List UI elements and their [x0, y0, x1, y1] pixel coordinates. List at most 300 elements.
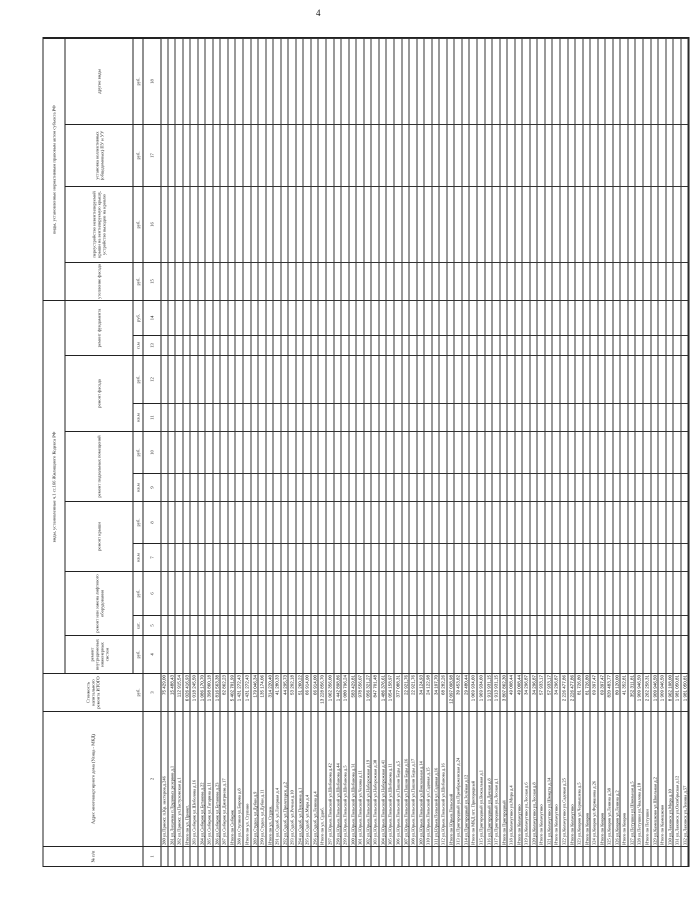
row-cell [266, 262, 273, 300]
row-number [440, 846, 447, 866]
row-cost: 1 062 356,00 [327, 673, 334, 711]
row-cell [636, 262, 643, 300]
table-row [568, 38, 576, 866]
table-row [523, 38, 531, 866]
row-cell [425, 501, 432, 543]
row-cell [462, 186, 469, 262]
row-cell [470, 300, 477, 335]
row-cell [334, 403, 341, 431]
row-cell [191, 300, 198, 335]
row-cell [523, 635, 530, 673]
row-cell [583, 186, 590, 262]
row-cell [651, 124, 658, 186]
row-cell [364, 38, 371, 124]
row-cell [674, 262, 681, 300]
row-cell [319, 124, 326, 186]
row-address: 294 ул.Судоб. ул.Пушкина д.1 [296, 711, 303, 846]
row-cell [161, 38, 168, 124]
row-cell [515, 431, 522, 473]
row-cell [259, 615, 266, 635]
row-cell [251, 615, 258, 635]
row-cell [493, 38, 500, 124]
column-number-cell: 2 [144, 711, 162, 846]
row-cell [538, 186, 545, 262]
row-cell [432, 300, 439, 335]
row-cell [470, 501, 477, 543]
row-cell [176, 300, 183, 335]
unit-cell: руб. [134, 501, 144, 543]
row-address: 302 ул.Юрьев.Польский ул.Набережная д.19 [364, 711, 371, 846]
row-cost: 1 913 931,15 [485, 673, 492, 711]
table-row [394, 38, 402, 866]
row-cell [289, 335, 296, 355]
table-body [161, 37, 690, 867]
row-cell [440, 355, 447, 403]
row-cell [198, 431, 205, 473]
row-cell [576, 431, 583, 473]
row-cell [681, 403, 688, 431]
row-cell [274, 473, 281, 501]
row-cell [447, 300, 454, 335]
row-cell [485, 635, 492, 673]
row-address: Итого по Юрьев.Польский [447, 711, 454, 846]
row-cell [244, 38, 251, 124]
row-cell [447, 431, 454, 473]
group1-header: виды, установленные ч.1 ст.166 Жилищного Кодекса РФ [44, 300, 66, 673]
row-cell [274, 615, 281, 635]
row-cell [289, 473, 296, 501]
row-cell [455, 335, 462, 355]
row-cell [372, 403, 379, 431]
row-cell [183, 543, 190, 571]
table-row [560, 38, 568, 866]
row-cell [598, 300, 605, 335]
row-cell [651, 335, 658, 355]
row-cell [176, 431, 183, 473]
row-cell [402, 501, 409, 543]
row-cell [659, 473, 666, 501]
row-cell [545, 38, 552, 124]
table-row [274, 38, 282, 866]
row-cell [304, 355, 311, 403]
row-number [432, 846, 439, 866]
row-number [191, 846, 198, 866]
row-cell [296, 38, 303, 124]
row-cell [364, 615, 371, 635]
row-cell [349, 403, 356, 431]
row-cell [560, 501, 567, 543]
row-cell [319, 262, 326, 300]
row-cell [342, 38, 349, 124]
row-cell [259, 403, 266, 431]
row-cost: 1 486 376,61 [379, 673, 386, 711]
row-number [606, 846, 613, 866]
table-row [681, 38, 689, 866]
row-cell [651, 571, 658, 615]
table-row [281, 38, 289, 866]
row-cell [560, 262, 567, 300]
row-cell [379, 635, 386, 673]
page-number: 4 [316, 8, 321, 18]
row-cell [319, 543, 326, 571]
row-cell [244, 501, 251, 543]
row-cost: 81 726,80 [576, 673, 583, 711]
row-cell [470, 431, 477, 473]
row-cost: 49 008,44 [508, 673, 515, 711]
row-cell [304, 300, 311, 335]
row-cell [274, 431, 281, 473]
row-cell [183, 335, 190, 355]
row-cell [244, 262, 251, 300]
row-cell [538, 501, 545, 543]
row-cell [636, 335, 643, 355]
row-cell [289, 186, 296, 262]
row-cell [485, 355, 492, 403]
row-cell [357, 571, 364, 615]
column-number-cell: 13 [144, 335, 162, 355]
row-cell [296, 615, 303, 635]
row-cell [432, 262, 439, 300]
row-address: Итого по МКД пгт. Пригородный [470, 711, 477, 846]
row-cell [674, 473, 681, 501]
row-address: 327 ул.Петушки ул.Школьная д.5 [628, 711, 635, 846]
row-cell [470, 571, 477, 615]
row-cell [311, 501, 318, 543]
row-cell [357, 615, 364, 635]
row-cell [251, 571, 258, 615]
row-cell [553, 501, 560, 543]
row-cell [538, 635, 545, 673]
row-cell [477, 431, 484, 473]
row-cell [236, 501, 243, 543]
row-cell [183, 571, 190, 615]
row-number [493, 846, 500, 866]
table-row [372, 38, 380, 866]
row-cell [470, 335, 477, 355]
row-cell [681, 355, 688, 403]
row-cell [221, 186, 228, 262]
row-cell [508, 403, 515, 431]
row-cell [251, 431, 258, 473]
row-cell [274, 38, 281, 124]
row-cell [591, 473, 598, 501]
row-address: Итого по Сибиряк [228, 711, 235, 846]
row-cell [560, 186, 567, 262]
row-cell [493, 615, 500, 635]
table-row [591, 38, 599, 866]
row-cell [168, 571, 175, 615]
row-cell [455, 262, 462, 300]
row-cell [530, 38, 537, 124]
row-cell [553, 355, 560, 403]
row-number [319, 846, 326, 866]
row-cell [191, 635, 198, 673]
row-cell [168, 501, 175, 543]
row-cost: 75 429,00 [161, 673, 168, 711]
row-cell [485, 262, 492, 300]
row-cell [334, 124, 341, 186]
row-cell [394, 335, 401, 355]
row-address: 330 ул.Лакинск ул.Мира д.10 [666, 711, 673, 846]
row-cell [349, 300, 356, 335]
unit-cell: руб. [134, 673, 144, 711]
row-cell [364, 355, 371, 403]
row-cost: 314 220,40 [266, 673, 273, 711]
row-number [410, 846, 417, 866]
row-number [613, 846, 620, 866]
row-cell [674, 38, 681, 124]
unit-cell: кв.м [134, 543, 144, 571]
row-cost: 6 026 416,93 [183, 673, 190, 711]
row-address: Итого по ул. Ступино [244, 711, 251, 846]
row-cell [198, 38, 205, 124]
row-cell [659, 262, 666, 300]
row-cell [281, 300, 288, 335]
row-cell [651, 355, 658, 403]
row-cell [674, 186, 681, 262]
row-cell [349, 335, 356, 355]
row-cell [379, 335, 386, 355]
row-cell [379, 615, 386, 635]
row-cell [213, 335, 220, 355]
row-cell [591, 38, 598, 124]
row-cell [636, 431, 643, 473]
row-cell [213, 355, 220, 403]
row-number [289, 846, 296, 866]
row-cell [455, 635, 462, 673]
row-cell [659, 543, 666, 571]
row-cell [342, 186, 349, 262]
row-cell [432, 543, 439, 571]
row-cell [213, 501, 220, 543]
row-cell [636, 543, 643, 571]
row-cell [628, 431, 635, 473]
row-cell [606, 38, 613, 124]
row-cell [666, 615, 673, 635]
row-cell [613, 431, 620, 473]
row-cost: 2 262 258,31 [644, 673, 651, 711]
row-cell [515, 262, 522, 300]
row-cell [387, 473, 394, 501]
row-cell [598, 262, 605, 300]
col-ins-header: ремонт внутридомовых инженерных систем [66, 635, 134, 673]
row-cost: 53 202,18 [289, 673, 296, 711]
row-cell [191, 38, 198, 124]
row-cell [553, 543, 560, 571]
row-cell [281, 473, 288, 501]
row-cell [304, 501, 311, 543]
row-cell [244, 473, 251, 501]
table-row [500, 38, 508, 866]
row-cell [515, 473, 522, 501]
row-cell [387, 403, 394, 431]
row-cell [545, 186, 552, 262]
row-cell [296, 571, 303, 615]
row-number [462, 846, 469, 866]
row-cell [538, 300, 545, 335]
row-cell [523, 431, 530, 473]
row-cell [349, 473, 356, 501]
row-cell [545, 635, 552, 673]
row-cell [176, 543, 183, 571]
row-cell [168, 355, 175, 403]
row-cell [228, 403, 235, 431]
column-number-cell: 15 [144, 262, 162, 300]
row-cell [296, 335, 303, 355]
row-cell [244, 300, 251, 335]
row-number [636, 846, 643, 866]
row-cell [198, 635, 205, 673]
row-cell [394, 615, 401, 635]
row-address: Итого по Петушки [644, 711, 651, 846]
row-cell [259, 635, 266, 673]
row-cell [681, 262, 688, 300]
row-cell [621, 262, 628, 300]
row-cell [387, 501, 394, 543]
row-cell [304, 615, 311, 635]
row-cell [372, 186, 379, 262]
row-address: 326 ул.Ковров ул.Ленина д.2 [613, 711, 620, 846]
row-cell [425, 262, 432, 300]
table-row [387, 38, 395, 866]
row-cell [651, 501, 658, 543]
row-cell [281, 431, 288, 473]
row-cell [236, 300, 243, 335]
row-cell [477, 262, 484, 300]
row-address: Итого по ул. Судоб. [319, 711, 326, 846]
row-cell [606, 262, 613, 300]
table-row [342, 38, 350, 866]
row-cell [598, 38, 605, 124]
row-cell [379, 262, 386, 300]
table-row [576, 38, 584, 866]
row-cell [485, 403, 492, 431]
row-cell [621, 615, 628, 635]
row-address: 307 ул.Юрьев.Польский ул.Пашни Беды д.16 [402, 711, 409, 846]
row-cell [485, 543, 492, 571]
row-cell [387, 262, 394, 300]
row-cell [628, 571, 635, 615]
row-number [266, 846, 273, 866]
row-cell [568, 501, 575, 543]
row-cell [591, 186, 598, 262]
row-cell [530, 262, 537, 300]
row-number [213, 846, 220, 866]
row-cell [583, 635, 590, 673]
row-cell [244, 403, 251, 431]
row-cell [576, 403, 583, 431]
row-cell [432, 431, 439, 473]
row-cell [674, 615, 681, 635]
row-cell [644, 355, 651, 403]
row-cell [228, 186, 235, 262]
row-number [334, 846, 341, 866]
row-number [553, 846, 560, 866]
row-cell [508, 615, 515, 635]
row-cell [545, 355, 552, 403]
row-cell [281, 615, 288, 635]
row-cell [659, 403, 666, 431]
row-cell [628, 186, 635, 262]
row-cell [440, 473, 447, 501]
row-cell [372, 300, 379, 335]
row-cell [425, 635, 432, 673]
row-cell [576, 186, 583, 262]
row-cell [402, 355, 409, 403]
row-address: Итого по ул. Приокт. [183, 711, 190, 846]
row-cell [281, 355, 288, 403]
row-cell [681, 124, 688, 186]
row-cell [281, 403, 288, 431]
row-number [477, 846, 484, 866]
row-cell [334, 615, 341, 635]
row-cost: 820 483,77 [606, 673, 613, 711]
row-cost: 41 352,81 [621, 673, 628, 711]
column-number-cell: 16 [144, 186, 162, 262]
row-cell [644, 124, 651, 186]
table-row [545, 38, 553, 866]
row-cell [425, 186, 432, 262]
row-cell [342, 615, 349, 635]
row-cell [259, 431, 266, 473]
row-cell [530, 335, 537, 355]
row-cell [349, 571, 356, 615]
row-cell [636, 571, 643, 615]
row-cell [553, 635, 560, 673]
row-cell [470, 543, 477, 571]
row-cell [447, 262, 454, 300]
row-cell [644, 571, 651, 615]
row-cost: 1 909 946,50 [659, 673, 666, 711]
col-roof-vent-header: переустройство невентилируемой крыши на вентилируемую крышу, устройство выходов на кровлю [66, 186, 134, 262]
row-cell [485, 473, 492, 501]
row-cell [455, 38, 462, 124]
row-cost: 5 402 701,99 [228, 673, 235, 711]
row-cell [266, 571, 273, 615]
row-cell [523, 403, 530, 431]
table-row [455, 38, 463, 866]
row-cell [281, 543, 288, 571]
row-cost: 1 431 272,43 [236, 673, 243, 711]
row-cell [636, 186, 643, 262]
row-cell [462, 262, 469, 300]
row-address: 318 ул.Кольчугино ул.Мира д.4 [508, 711, 515, 846]
row-cell [372, 615, 379, 635]
row-cell [364, 335, 371, 355]
row-cell [425, 615, 432, 635]
row-cell [379, 473, 386, 501]
row-cell [266, 635, 273, 673]
row-number [176, 846, 183, 866]
row-cell [666, 501, 673, 543]
row-cell [274, 300, 281, 335]
row-cell [417, 300, 424, 335]
row-cell [198, 543, 205, 571]
row-cell [213, 473, 220, 501]
row-cell [681, 571, 688, 615]
row-cell [161, 124, 168, 186]
row-cell [417, 124, 424, 186]
row-cell [228, 262, 235, 300]
row-cost: 1 981 050,81 [674, 673, 681, 711]
row-cell [259, 355, 266, 403]
col-cost-header: Стоимость капитального ремонта ИТОГО [44, 673, 144, 711]
row-number [621, 846, 628, 866]
row-cost: 3 807 862,30 [500, 673, 507, 711]
row-cell [364, 403, 371, 431]
row-cell [523, 543, 530, 571]
row-cell [425, 300, 432, 335]
